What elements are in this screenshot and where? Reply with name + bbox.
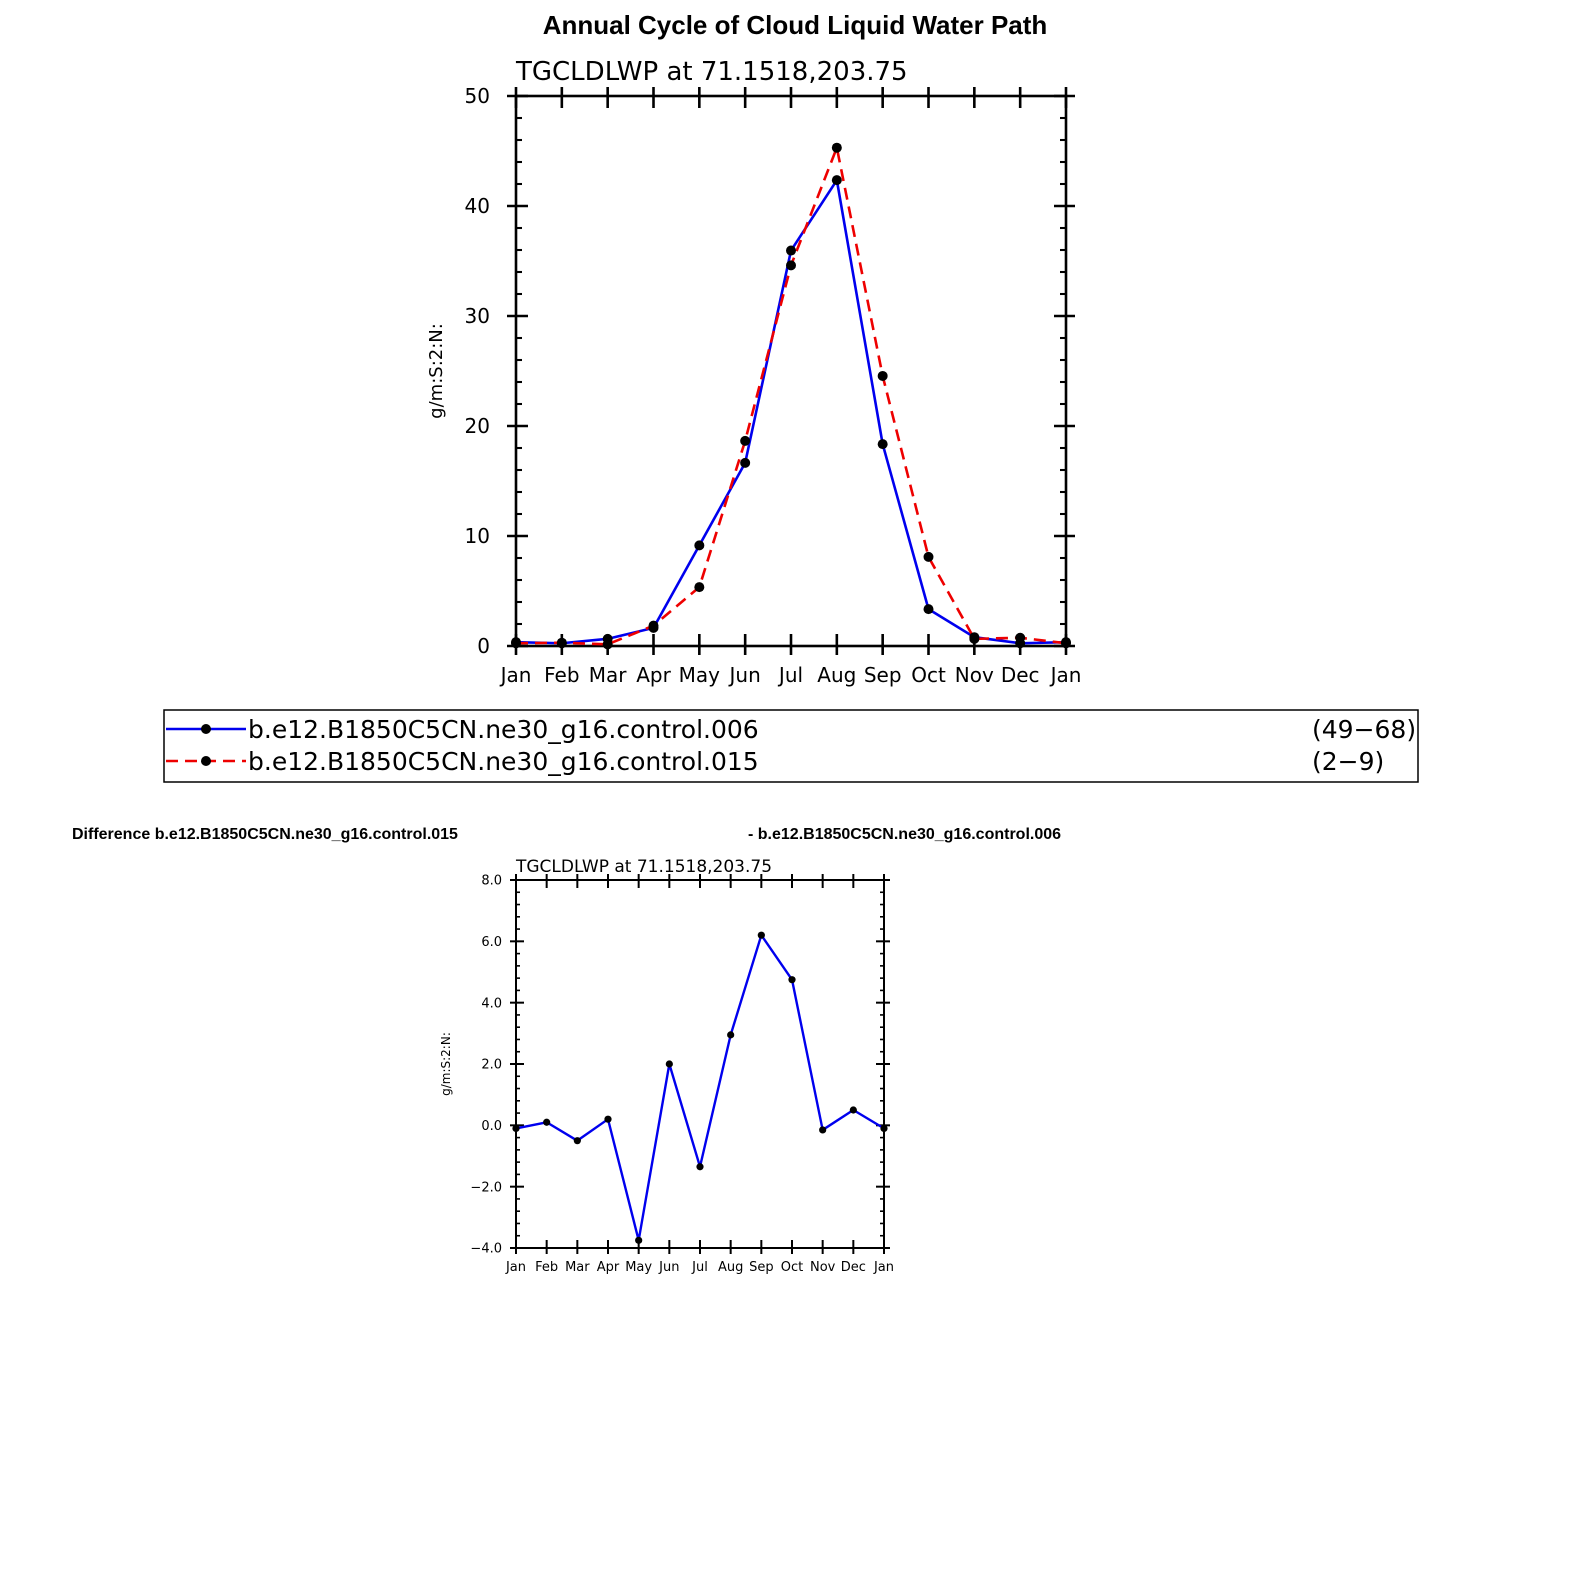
top-chart — [426, 57, 1081, 687]
legend — [164, 710, 1418, 782]
data-point-2 — [878, 371, 888, 381]
y-tick-label: 8.0 — [481, 873, 502, 889]
chart-subtitle: TGCLDLWP at 71.1518,203.75 — [516, 57, 908, 87]
data-point-1 — [878, 439, 888, 449]
data-point-1 — [666, 1060, 673, 1067]
data-point-1 — [727, 1031, 734, 1038]
data-point-2 — [511, 638, 521, 648]
legend-years-2: (2−9) — [1312, 747, 1385, 776]
y-tick-label: 4.0 — [481, 996, 502, 1012]
data-point-2 — [1015, 633, 1025, 643]
y-tick-label: −4.0 — [470, 1241, 502, 1257]
chart-subtitle: TGCLDLWP at 71.1518,203.75 — [516, 857, 773, 877]
y-tick-label: 6.0 — [481, 935, 502, 951]
data-point-2 — [786, 260, 796, 270]
data-point-2 — [832, 143, 842, 153]
data-point-1 — [635, 1237, 642, 1244]
data-point-2 — [740, 436, 750, 446]
y-tick-label: 30 — [464, 304, 490, 329]
y-tick-label: 0.0 — [481, 1119, 502, 1135]
plot-frame — [516, 880, 884, 1248]
y-axis-label: g/m:S:2:N: — [439, 1032, 453, 1096]
data-point-2 — [603, 639, 613, 649]
x-tick-label: Jan — [873, 1260, 895, 1275]
data-point-2 — [924, 552, 934, 562]
data-point-1 — [694, 540, 704, 550]
legend-years-1: (49−68) — [1312, 715, 1417, 744]
data-point-1 — [740, 458, 750, 468]
x-tick-label: Oct — [780, 1260, 804, 1275]
data-point-1 — [696, 1163, 703, 1170]
x-tick-label: Dec — [1000, 663, 1040, 687]
x-tick-label: Mar — [565, 1260, 590, 1275]
legend-marker-2 — [201, 756, 211, 766]
y-tick-label: 40 — [464, 194, 490, 219]
bottom-chart — [439, 857, 894, 1275]
x-tick-label: Jan — [500, 663, 532, 687]
x-tick-label: Jan — [1050, 663, 1082, 687]
x-tick-label: Nov — [954, 663, 994, 687]
y-tick-label: 10 — [464, 524, 490, 549]
x-tick-label: May — [625, 1260, 653, 1275]
diff-title-left: Difference b.e12.B1850C5CN.ne30_g16.control.015 — [72, 826, 458, 843]
y-tick-label: 0 — [477, 634, 490, 659]
data-point-1 — [880, 1125, 887, 1132]
data-point-2 — [649, 621, 659, 631]
data-point-1 — [819, 1126, 826, 1133]
x-tick-label: Feb — [544, 663, 580, 687]
x-tick-label: Jan — [505, 1260, 527, 1275]
y-axis-label: g/m:S:2:N: — [426, 323, 447, 419]
x-tick-label: Jul — [692, 1260, 708, 1275]
data-point-1 — [604, 1116, 611, 1123]
x-tick-label: Mar — [588, 663, 627, 687]
x-tick-label: Feb — [535, 1260, 559, 1275]
legend-marker-1 — [201, 724, 211, 734]
data-point-1 — [512, 1125, 519, 1132]
data-point-1 — [832, 175, 842, 185]
series-line-1 — [516, 935, 884, 1240]
x-tick-label: Nov — [809, 1260, 836, 1275]
data-point-1 — [786, 246, 796, 256]
legend-entry-1: b.e12.B1850C5CN.ne30_g16.control.006 — [248, 715, 759, 744]
data-point-1 — [788, 976, 795, 983]
y-tick-label: 2.0 — [481, 1057, 502, 1073]
x-tick-label: Sep — [863, 663, 902, 687]
x-tick-label: Jul — [778, 663, 804, 687]
data-point-1 — [574, 1137, 581, 1144]
x-tick-label: Jun — [729, 663, 761, 687]
data-point-2 — [694, 582, 704, 592]
x-tick-label: Jun — [659, 1260, 680, 1275]
data-point-2 — [1061, 638, 1071, 648]
x-tick-label: Aug — [717, 1260, 744, 1275]
y-tick-label: −2.0 — [470, 1180, 502, 1196]
x-tick-label: Aug — [817, 663, 857, 687]
x-tick-label: Dec — [840, 1260, 866, 1275]
x-tick-label: Apr — [636, 663, 671, 687]
data-point-1 — [543, 1119, 550, 1126]
data-point-1 — [850, 1106, 857, 1113]
main-title: Annual Cycle of Cloud Liquid Water Path — [542, 10, 1048, 40]
x-tick-label: May — [678, 663, 721, 687]
x-tick-label: Oct — [911, 663, 946, 687]
data-point-1 — [924, 604, 934, 614]
diff-title-right: - b.e12.B1850C5CN.ne30_g16.control.006 — [748, 826, 1062, 843]
series-line-2 — [516, 148, 1066, 645]
plot-frame — [516, 96, 1066, 646]
data-point-1 — [758, 932, 765, 939]
x-tick-label: Apr — [596, 1260, 620, 1275]
y-tick-label: 50 — [464, 84, 490, 109]
x-tick-label: Sep — [749, 1260, 774, 1275]
data-point-2 — [969, 634, 979, 644]
y-tick-label: 20 — [464, 414, 490, 439]
legend-entry-2: b.e12.B1850C5CN.ne30_g16.control.015 — [248, 747, 759, 776]
data-point-2 — [557, 638, 567, 648]
